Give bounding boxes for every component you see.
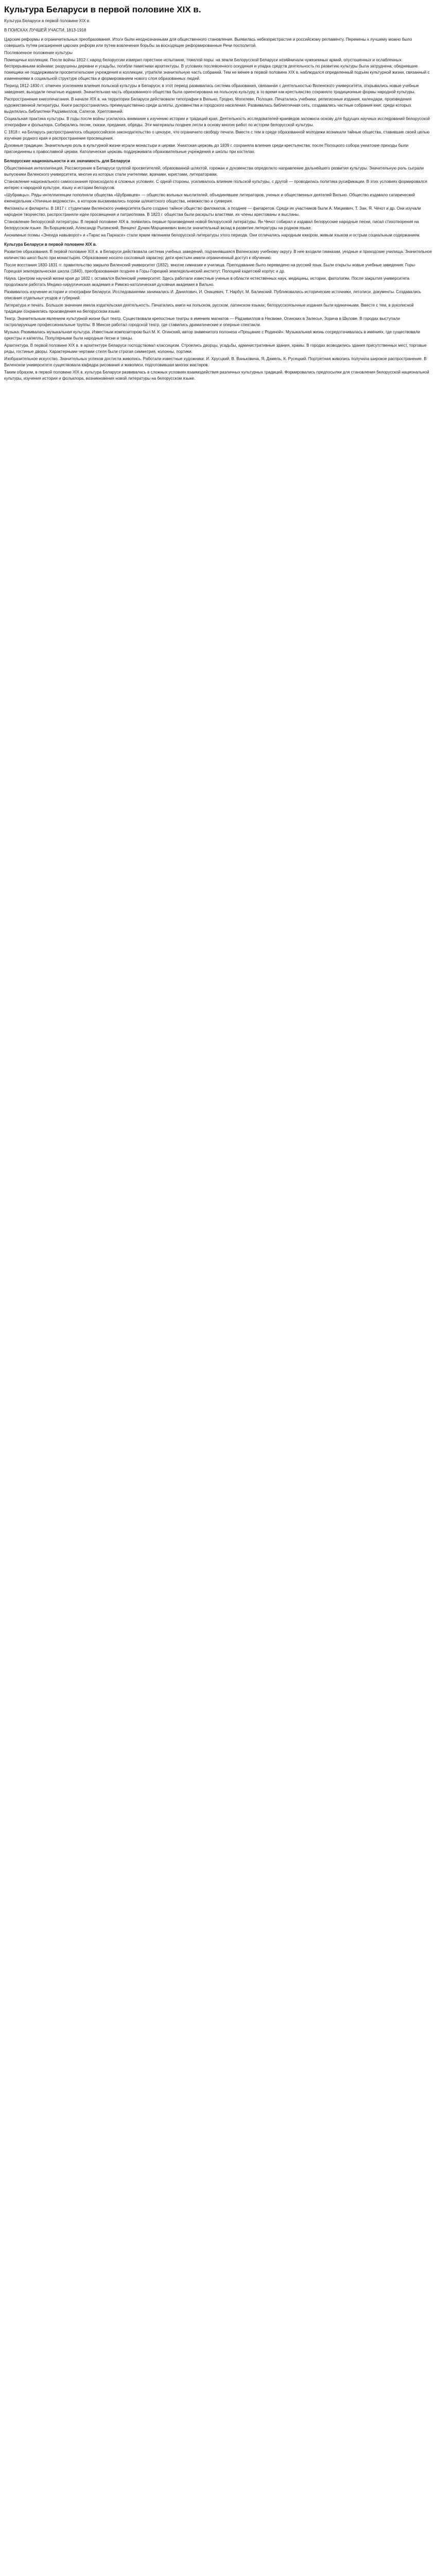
paragraph: Развитие образования. В первой половине XIX в. в Беларуси действовала система учебных заведений, подчинявшаяся Виленскому учебному округу. В нее входили гимназии, уездные и приходские училища. Значительное количество школ было при монастырях. Образование носило сословный характер; дети крестьян имели ограниченный доступ к обучению. — [4, 249, 432, 260]
paragraph: «Шубравцы». Ряды интеллигенции пополняли общества «Шубравцев» — общество вольных мыслителей, объединявшее литераторов, ученых и общественных деятелей Вильно. Общество издавало сатирический еженедельник «Уличные ведомости», в котором высмеивались пороки шляхетского общества, невежество и суеверия. — [4, 193, 415, 204]
paragraph: Литература и печать. Большое значение имела издательская деятельность. Печатались книги на польском, русском, латинском языках; белорусскоязычные издания были единичными. Вместе с тем, в рукописной традиции сохранялись произведения на белорусском языке. — [4, 303, 414, 314]
section-2 — [4, 165, 432, 239]
paragraph: Анонимные поэмы «Энеида навыворот» и «Тарас на Парнасе» стали ярким явлением белорусской литературы этого периода. Они отличались народным юмором, живым языком и острым социальным содержанием. — [4, 233, 421, 238]
section-heading: Культура Беларуси в первой половине XIX в. — [4, 242, 97, 247]
paragraph: Духовные традиции. Значительную роль в культурной жизни играли монастыри и церкви. Униатская церковь до 1839 г. сохраняла влияние среди крестьянства; после Полоцкого собора униатские приходы были присоединены к православной церкви. Католическая церковь поддерживала образовательные учреждения и школы при костелах. — [4, 143, 409, 154]
document-page — [0, 0, 436, 382]
paragraph: Помещичьи коллекции. После войны 1812 г. народ белоруссии измерил горестное испытание, тяжелой поры: на земли Белорусской Беларуси хозяйничали чужеземных армий, опустошенных и ослабленных беспрерывными войнами; разрушены деревни и усадьбы, погибли памятники архитектуры. В условиях послевоенного оскудения и упадка средств деятельность по развитию культуры была затруднена; обедневшие помещики не поддерживали просветительские учреждения и коллекции, утратили значительную часть собраний. Тем не менее в первой половине XIX в. наблюдался определенный подъем культурной жизни, связанный с изменениями в социальной структуре общества и формированием нового слоя образованных людей. — [4, 58, 430, 81]
paragraph: Таким образом, в первой половине XIX в. культура Беларуси развивалась в сложных условиях взаимодействия различных культурных традиций. Формировались предпосылки для становления белорусской национальной культуры, изучения истории и фольклора, возникновения новой литературы на белорусском языке. — [4, 370, 429, 381]
paragraph: Период 1812-1830 гг. отмечен усилением влияния польской культуры в Беларуси; в этот период развивалась система образования, связанная с деятельностью Виленского университета, открывались новые учебные заведения, выходили печатные издания. Значительная часть образованного общества была ориентирована на польскую культуру, в то время как крестьянство сохраняло традиционные формы народной культуры. — [4, 83, 419, 94]
paragraph: С 1818 г. на Беларусь распространилось общероссийское законодательство о цензуре, что ограничило свободу печати. Вместе с тем в среде образованной молодежи возникали тайные общества, ставившие своей целью изучение родного края и распространение просвещения. — [4, 130, 430, 141]
paragraph: Филоматы и филареты. В 1817 г. студентами Виленского университета было создано тайное общество филоматов, а позднее — филаретов. Среди их участников были А. Мицкевич, Т. Зан, Я. Чечот и др. Они изучали народное творчество, распространяли идеи просвещения и патриотизма. В 1823 г. общества были раскрыты властями, их члены арестованы и высланы. — [4, 206, 421, 217]
paragraph: Изобразительное искусство. Значительных успехов достигла живопись. Работали известные художники: И. Хрусцкий, В. Ваньковича, Я. Дамель, К. Русецкий. Портретная живопись получила широкое распространение. В Виленском университете существовала кафедра рисования и живописи, подготовившая многих мастеров. — [4, 357, 427, 367]
paragraph: Наука. Центром научной жизни края до 1832 г. оставался Виленский университет. Здесь работали известные ученые в области естественных наук, медицины, истории, филологии. После закрытия университета продолжали работать Медико-хирургическая академия и Римско-католическая духовная академия в Вильно. — [4, 276, 410, 287]
paragraph: Становление белорусской литературы. В первой половине XIX в. появились первые произведения новой белорусской литературы. Ян Чечот собирал и издавал белорусские народные песни, писал стихотворения на белорусском языке. Ян Борщевский, Александр Рыпинский, Винцент Дунин-Марцинкевич внесли значительный вклад в развитие литературы на родном языке. — [4, 219, 419, 230]
paragraph: Царские реформы и ограничительных преобразования. Итоги были неоднозначными для общественного становления. Выявилась небезпристрастие и российскому регламенту. Перемены к лучшему можно было совершить путем расширения царских реформ или путем вовлечения борьбы за восходящие реформированные Речи посполитой. — [4, 37, 412, 48]
paragraph: После восстания 1830-1831 гг. правительство закрыло Виленский университет (1832), многие гимназии и училища. Преподавание было переведено на русский язык. Были открыты новые учебные заведения: Горы-Горецкая земледельческая школа (1840), преобразованная позднее в Горы-Горецкий земледельческий институт, Полоцкий кадетский корпус и др. — [4, 263, 416, 274]
document-subtitle: Культура Беларуси в первой половине XIX в. — [4, 19, 91, 23]
paragraph: Становление национального самосознания происходило в сложных условиях. С одной стороны, усиливалось влияние польской культуры, с другой — проводилась политика русификации. В этих условиях формировался интерес к народной культуре, языку и истории белорусов. — [4, 179, 427, 190]
paragraph-heading: Послевоенное положение культуры — [4, 50, 73, 55]
section-heading: Белорусские национальности и их значимость для Беларуси — [4, 159, 130, 163]
paragraph: Архитектура. В первой половине XIX в. в архитектуре Беларуси господствовал классицизм. Строились дворцы, усадьбы, административные здания, храмы. В городах возводились здания присутственных мест, торговые ряды, гостиные дворы. Характерными чертами стиля были строгая симметрия, колонны, портики. — [4, 343, 427, 354]
paragraph: Музыка. Развивалась музыкальная культура. Известным композитором был М. К. Огинский, автор знаменитого полонеза «Прощание с Родиной». Музыкальная жизнь сосредотачивалась в имениях, где существовали оркестры и капеллы. Популярными были народные песни и танцы. — [4, 330, 421, 341]
paragraph: Социальная практика культуры. В годы после войны усилилось внимание к изучению истории и традиций края. Деятельность исследователей-краеведов заложила основу для будущих научных исследований белорусской этнографии и фольклора. Собирались песни, сказки, предания, обряды. Эти материалы позднее легли в основу многих работ по истории белорусской культуры. — [4, 116, 430, 127]
section-1 — [4, 37, 432, 155]
document-title: Культура Беларуси в первой половине XIX в. — [4, 5, 201, 14]
paragraph: Театр. Значительным явлением культурной жизни был театр. Существовали крепостные театры в имениях магнатов — Радзивиллов в Несвиже, Огинских в Залесье, Зорича в Шклове. В городах выступали гастролирующие профессиональные труппы. В Минске работал городской театр, где ставились драматические и оперные спектакли. — [4, 316, 400, 327]
paragraph: Общественная интеллигенция. Рассмотрение в Беларуси группой просветителей, образованной шляхтой, горожан и духовенства определило направление дальнейшего развития культуры. Значительную роль сыграли выпускники Виленского университета, многие из которых стали учителями, врачами, юристами, литераторами. — [4, 166, 424, 177]
intro-heading: В ПОИСКАХ ЛУЧШЕЙ УЧАСТИ: 1813-1918 — [4, 28, 86, 32]
paragraph: Распространение книгопечатания. В начале XIX в. на территории Беларуси действовали типографии в Вильно, Гродно, Могилеве, Полоцке. Печатались учебники, религиозные издания, календари, произведения художественной литературы. Книги распространялись преимущественно среди шляхты, духовенства и городского населения. Развивалась библиотечная сеть, создавались частные собрания книг, среди которых выделялись библиотеки Радзивиллов, Сапегов, Хрептовичей. — [4, 97, 412, 114]
section-3 — [4, 249, 432, 382]
paragraph: Развивалось изучение истории и этнографии Беларуси. Исследованиями занимались И. Данилович, И. Онацевич, Т. Нарбут, М. Балинский. Публиковались исторические источники, летописи, документы. Создавались описания отдельных уездов и губерний. — [4, 290, 422, 300]
